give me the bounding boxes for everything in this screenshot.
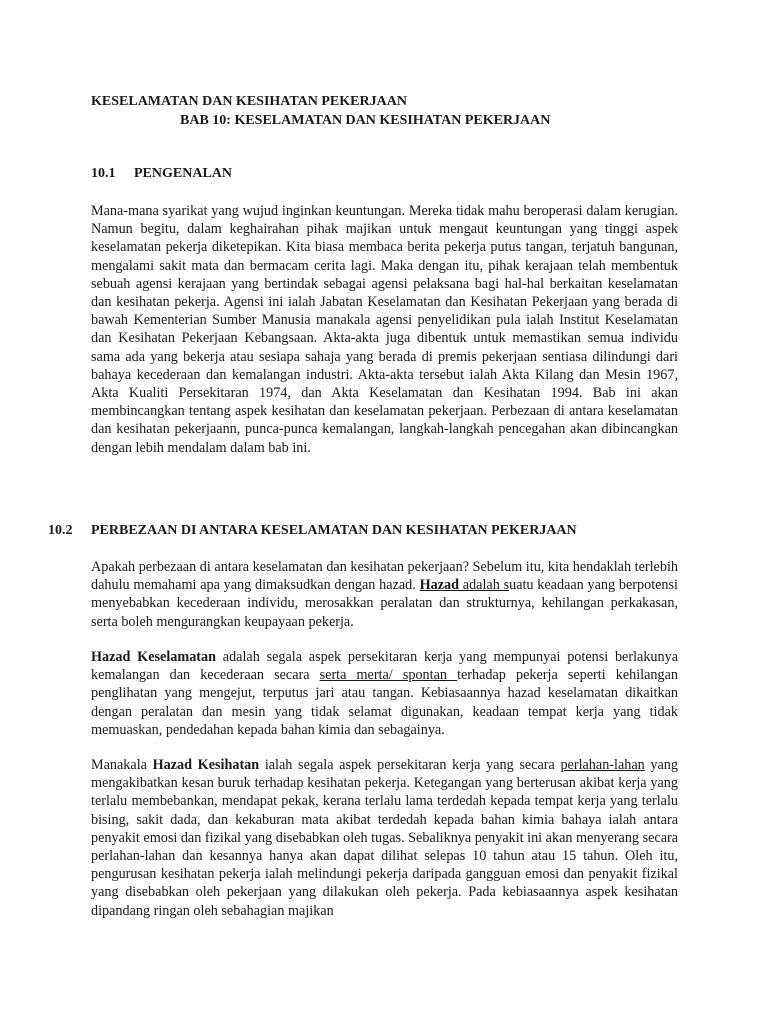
hazard-def-text-2: uatu keadaan yang berpotensi menyebabkan kecederaan individu, merosakkan peralatan dan strukturnya, kehilangan perkakasan, serta boleh mengurangkan keupayaan pekerja. <box>91 577 678 630</box>
section-1-heading: PENGENALAN <box>134 166 233 181</box>
health-hazard-underlined: perlahan-lahan <box>560 757 645 773</box>
safety-hazard-text-1: adalah segala aspek persekitaran kerja yang mempunyai potensi berlakunya kemalangan dan kecederaan secara <box>91 649 678 684</box>
section-2-heading: PERBEZAAN DI ANTARA KESELAMATAN DAN KESIHATAN PEKERJAAN <box>91 523 577 538</box>
hazard-def-underlined: adalah s <box>459 577 510 594</box>
chapter-title: BAB 10: KESELAMATAN DAN KESIHATAN PEKERJAAN <box>180 113 551 128</box>
safety-hazard-term: Hazad Keselamatan <box>91 649 216 665</box>
safety-hazard-paragraph <box>91 648 678 739</box>
safety-hazard-underlined: serta merta/ spontan <box>319 667 458 684</box>
hazard-def-text-1: Apakah perbezaan di antara keselamatan dan kesihatan pekerjaan? Sebelum itu, kita hendaklah terlebih dahulu memahami apa yang dimaksudkan dengan hazad. <box>91 559 678 594</box>
health-hazard-text-2: ialah segala aspek persekitaran kerja yang secara <box>259 757 561 773</box>
health-hazard-text-1: Manakala <box>91 757 153 773</box>
intro-text: Mana-mana syarikat yang wujud inginkan keuntungan. Mereka tidak mahu beroperasi dalam kerugian. Namun begitu, dalam keghairahan pihak majikan untuk mengaut keuntungan yang tinggi aspek keselamatan pekerja diketepikan. Kita biasa membaca berita pekerja putus tangan, terjatuh bangunan, mengalami sakit mata dan bermacam cerita lagi. Maka dengan itu, pihak kerajaan telah membentuk sebuah agensi kerajaan yang bertindak sebagai agensi pelaksana bagi hal-hal berkaitan keselamatan dan kesihatan pekerja. Agensi ini ialah Jabatan Keselamatan dan Kesihatan Pekerjaan yang berada di bawah Kementerian Sumber Manusia manakala agensi penyelidikan pula ialah Institut Keselamatan dan Kesihatan Pekerjaan Kebangsaan. Akta-akta juga dibentuk untuk memastikan semua individu sama ada yang bekerja atau sesiapa sahaja yang berada di premis pekerjaan sentiasa dilindungi dari bahaya kecederaan dan kemalangan industri. Akta-akta tersebut ialah Akta Kilang dan Mesin 1967, Akta Kualiti Persekitaran 1974, dan Akta Keselamatan dan Kesihatan 1994. Bab ini akan membincangkan tentang aspek kesihatan dan keselamatan pekerjaan. Perbezaan di antara keselamatan dan kesihatan pekerjaann, punca-punca kemalangan, langkah-langkah pencegahan akan dibincangkan dengan lebih mendalam dalam bab ini. <box>91 203 678 456</box>
hazard-definition-paragraph <box>91 558 678 631</box>
health-hazard-term: Hazad Kesihatan <box>152 757 260 773</box>
section-2-number: 10.2 <box>48 523 73 538</box>
health-hazard-paragraph <box>91 756 678 920</box>
safety-hazard-text-2: terhadap pekerja seperti kehilangan penglihatan yang mengejut, terputus jari atau tangan. Kebiasaannya hazad keselamatan dikaitkan dengan peralatan dan mesin yang tidak selamat digunakan, keadaan tempat kerja yang tidak memuaskan, pendedahan kepada bahan kimia dan sebagainya. <box>91 667 678 738</box>
document-title: KESELAMATAN DAN KESIHATAN PEKERJAAN <box>91 94 407 109</box>
section-1-paragraph <box>91 202 678 457</box>
health-hazard-text-3: yang mengakibatkan kesan buruk terhadap kesihatan pekerja. Ketegangan yang berterusan akibat kerja yang terlalu membebankan, mendapat pekak, kerana terlalu lama terdedah kepada tempat kerja yang terlalu bising, sakit dada, dan kekaburan mata akibat terdedah kepada bahan kimia bahaya ialah antara penyakit emosi dan fizikal yang disebabkan oleh tugas. Sebaliknya penyakit ini akan menyerang secara perlahan-lahan dan kesannya hanya akan dapat dilihat selepas 10 tahun atau 15 tahun. Oleh itu, pengurusan kesihatan pekerja ialah melindungi pekerja daripada gangguan emosi dan penyakit fizikal yang disebabkan oleh pekerjaan yang dilakukan oleh pekerja. Pada kebiasaannya aspek kesihatan dipandang ringan oleh sebahagian majikan <box>91 757 679 919</box>
hazad-term: Hazad <box>419 577 459 594</box>
section-1-number: 10.1 <box>91 166 116 181</box>
